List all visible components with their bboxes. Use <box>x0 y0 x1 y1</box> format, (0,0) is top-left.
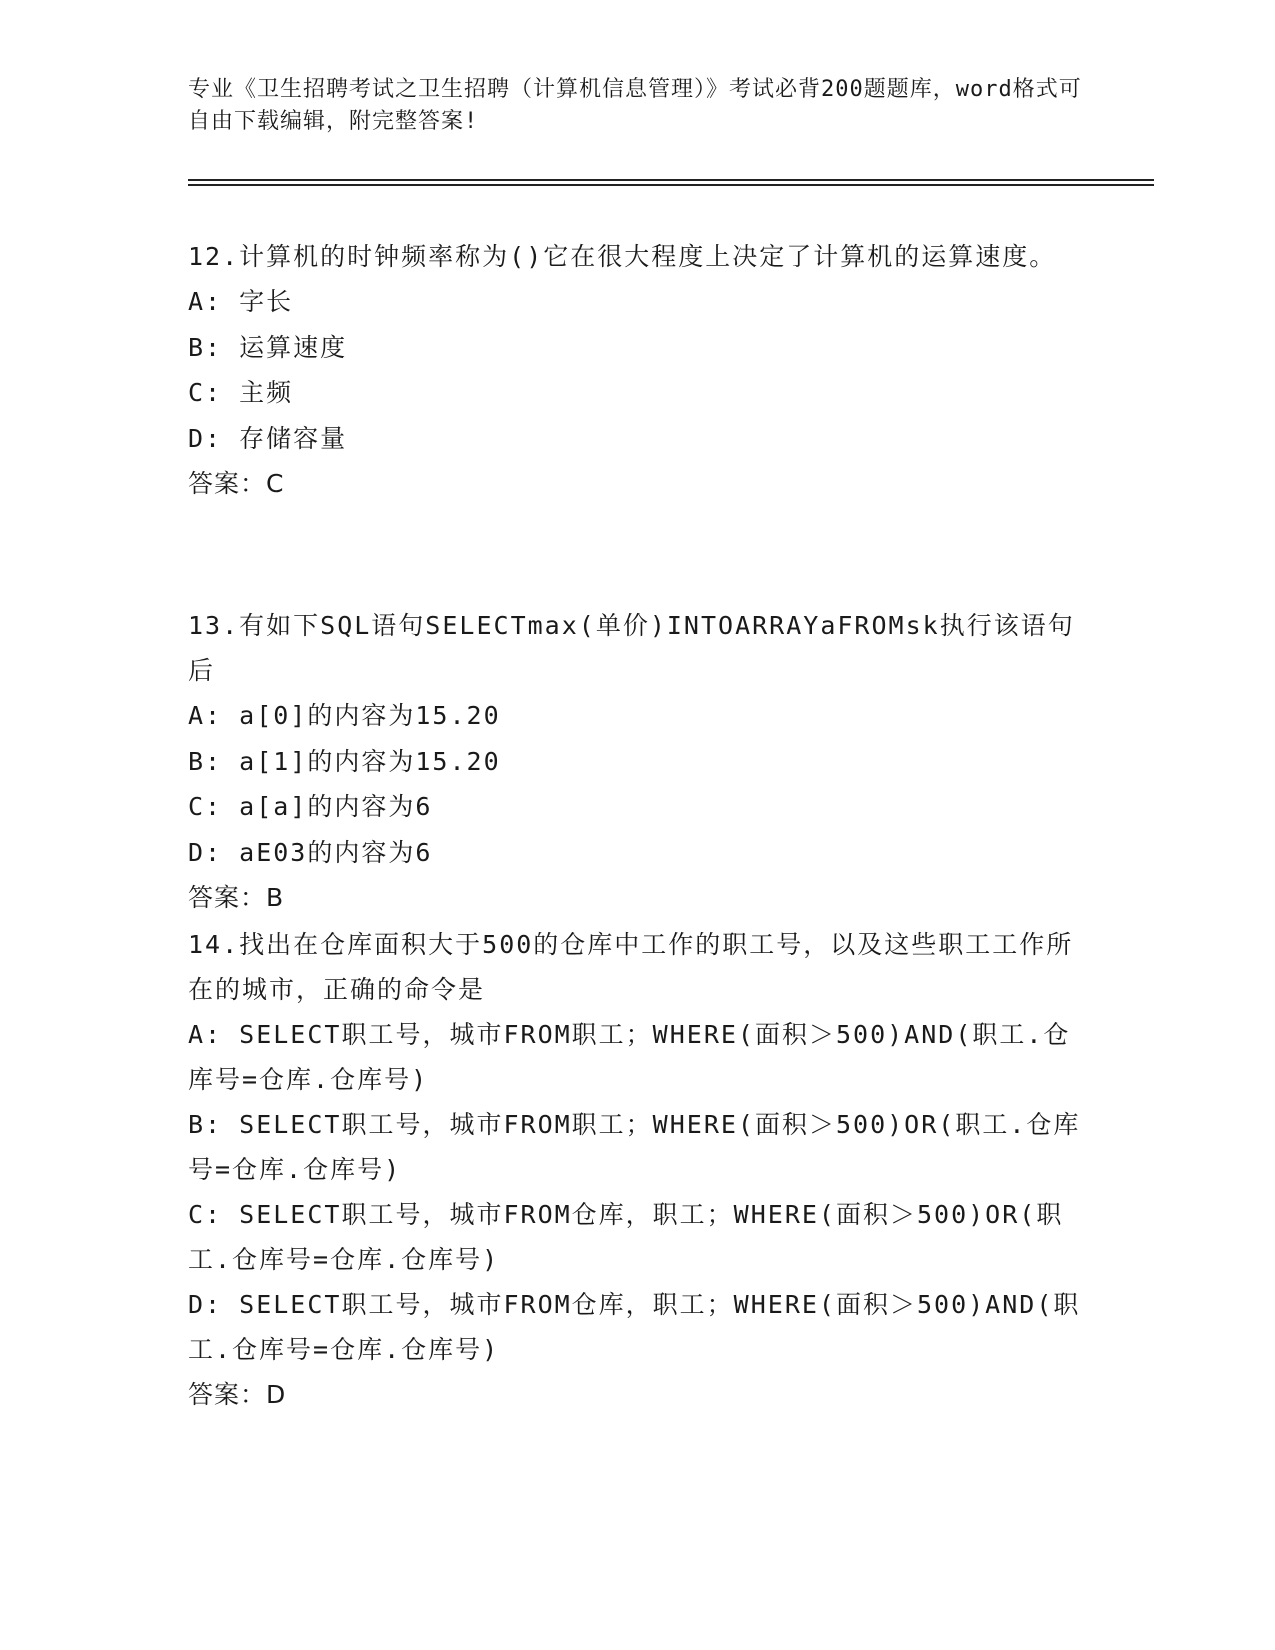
option-b: B: 运算速度 <box>188 332 348 362</box>
option-a: A: a[0]的内容为15.20 <box>188 701 501 730</box>
question-14 <box>188 922 1088 1418</box>
header-divider-top <box>188 179 1154 181</box>
header-divider-bottom <box>188 184 1154 186</box>
option-c: C: a[a]的内容为6 <box>188 792 433 821</box>
question-stem: 12.计算机的时钟频率称为()它在很大程度上决定了计算机的运算速度。 <box>188 242 1057 271</box>
option-b: B: SELECT职工号，城市FROM职工；WHERE(面积＞500)OR(职工.仓库号=仓库.仓库号) <box>188 1110 1081 1184</box>
option-c: C: SELECT职工号，城市FROM仓库，职工；WHERE(面积＞500)OR(职工.仓库号=仓库.仓库号) <box>188 1200 1064 1274</box>
option-a: A: SELECT职工号，城市FROM职工；WHERE(面积＞500)AND(职工.仓库号=仓库.仓库号) <box>188 1020 1071 1094</box>
answer: 答案：C <box>188 469 285 498</box>
option-c: C: 主频 <box>188 378 294 407</box>
option-d: D: SELECT职工号，城市FROM仓库，职工；WHERE(面积＞500)AND(职工.仓库号=仓库.仓库号) <box>188 1290 1081 1364</box>
question-stem: 13.有如下SQL语句SELECTmax(单价)INTOARRAYaFROMsk执行该语句后 <box>188 611 1075 685</box>
question-13 <box>188 603 1088 921</box>
option-a: A: 字长 <box>188 287 294 316</box>
option-b: B: a[1]的内容为15.20 <box>188 746 501 776</box>
document-header: 专业《卫生招聘考试之卫生招聘（计算机信息管理）》考试必背200题题库，word格式可自由下载编辑，附完整答案! <box>188 77 1082 134</box>
option-d: D: 存储容量 <box>188 423 348 453</box>
answer: 答案：D <box>188 1380 287 1409</box>
option-d: D: aE03的内容为6 <box>188 837 433 867</box>
answer: 答案：B <box>188 883 285 912</box>
question-stem: 14.找出在仓库面积大于500的仓库中工作的职工号，以及这些职工工作所在的城市，正确的命令是 <box>188 930 1074 1004</box>
question-12 <box>188 234 1088 507</box>
